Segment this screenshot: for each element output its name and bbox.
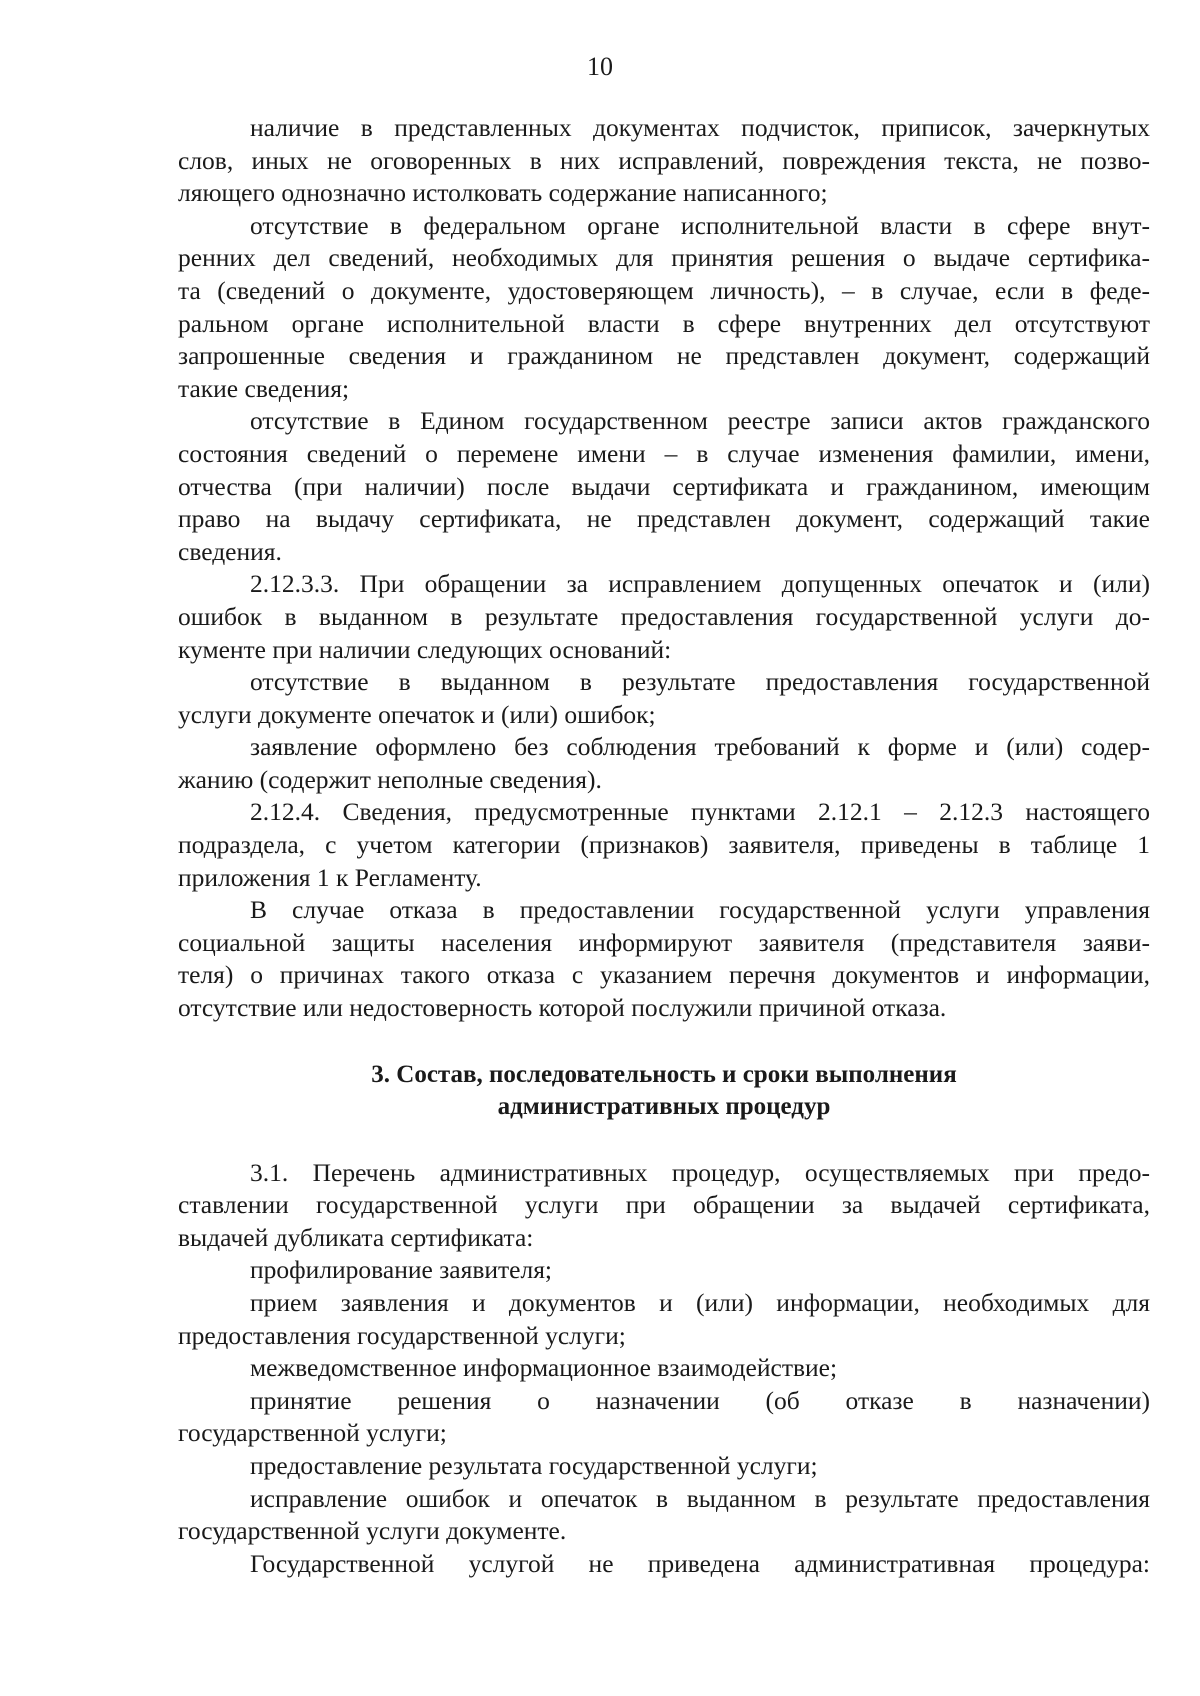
paragraph bbox=[178, 731, 1150, 796]
text-line: межведомственное информационное взаимодействие; bbox=[250, 1353, 838, 1383]
paragraphs-after-heading bbox=[178, 1157, 1150, 1581]
paragraph bbox=[178, 1287, 1150, 1352]
paragraph bbox=[178, 1385, 1150, 1450]
text-line: прием заявления и документов и (или) информации, необходимых для bbox=[250, 1288, 1150, 1317]
text-line: отсутствие или недостоверность которой послужили причиной отказа. bbox=[178, 993, 947, 1023]
paragraph bbox=[178, 894, 1150, 1024]
text-line: ляющего однозначно истолковать содержание написанного; bbox=[178, 178, 828, 208]
paragraph bbox=[178, 666, 1150, 731]
paragraphs-before-heading bbox=[178, 112, 1150, 1025]
text-line: предоставление результата государственной услуги; bbox=[250, 1450, 818, 1480]
text-line: право на выдачу сертификата, не представлен документ, содержащий такие bbox=[178, 504, 1150, 534]
text-line: ральном органе исполнительной власти в сфере внутренних дел отсутствуют bbox=[178, 308, 1150, 338]
page-number: 10 bbox=[587, 52, 613, 81]
paragraph bbox=[178, 1483, 1150, 1548]
text-line: та (сведений о документе, удостоверяющем личность), – в случае, если в феде- bbox=[178, 275, 1150, 305]
text-line: подраздела, с учетом категории (признаков) заявителя, приведены в таблице 1 bbox=[178, 830, 1150, 860]
text-line: отсутствие в Едином государственном реестре записи актов гражданского bbox=[250, 406, 1150, 436]
paragraph bbox=[178, 1254, 1150, 1287]
text-line: государственной услуги; bbox=[178, 1418, 447, 1448]
text-line: ренних дел сведений, необходимых для принятия решения о выдаче сертифика- bbox=[178, 243, 1150, 273]
text-line: 2.12.3.3. При обращении за исправлением допущенных опечаток и (или) bbox=[250, 569, 1150, 599]
section-heading bbox=[178, 1059, 1150, 1123]
text-line: жанию (содержит неполные сведения). bbox=[178, 764, 602, 794]
paragraph bbox=[178, 1450, 1150, 1483]
paragraph bbox=[178, 1157, 1150, 1255]
text-line: ставлении государственной услуги при обращении за выдачей сертификата, bbox=[178, 1190, 1150, 1220]
text-line: отсутствие в федеральном органе исполнительной власти в сфере внут- bbox=[250, 210, 1150, 240]
paragraph bbox=[178, 1548, 1150, 1581]
text-line: кументе при наличии следующих оснований: bbox=[178, 634, 672, 664]
text-line: государственной услуги документе. bbox=[178, 1516, 567, 1546]
text-line: Государственной услугой не приведена административная процедура: bbox=[250, 1548, 1150, 1578]
section-heading-line-2: административных процедур bbox=[497, 1092, 831, 1120]
section-heading-line-1: 3. Состав, последовательность и сроки выполнения bbox=[371, 1060, 957, 1088]
text-line: социальной защиты населения информируют заявителя (представителя заяви- bbox=[178, 927, 1150, 957]
text-line: услуги документе опечаток и (или) ошибок; bbox=[178, 699, 656, 729]
paragraph bbox=[178, 1352, 1150, 1385]
paragraph bbox=[178, 112, 1150, 210]
text-line: слов, иных не оговоренных в них исправлений, повреждения текста, не позво- bbox=[178, 145, 1150, 175]
text-line: 2.12.4. Сведения, предусмотренные пунктами 2.12.1 – 2.12.3 настоящего bbox=[250, 797, 1150, 827]
text-line: приложения 1 к Регламенту. bbox=[178, 862, 482, 892]
paragraph bbox=[178, 210, 1150, 406]
text-line: принятие решения о назначении (об отказе в назначении) bbox=[250, 1385, 1150, 1415]
paragraph bbox=[178, 796, 1150, 894]
text-line: выдачей дубликата сертификата: bbox=[178, 1222, 534, 1252]
text-line: отсутствие в выданном в результате предоставления государственной bbox=[250, 667, 1150, 697]
paragraph bbox=[178, 405, 1150, 568]
text-line: предоставления государственной услуги; bbox=[178, 1320, 626, 1350]
text-line: В случае отказа в предоставлении государственной услуги управления bbox=[250, 895, 1150, 925]
text-line: теля) о причинах такого отказа с указанием перечня документов и информации, bbox=[178, 960, 1150, 990]
text-line: запрошенные сведения и гражданином не представлен документ, содержащий bbox=[178, 341, 1150, 371]
text-line: состояния сведений о перемене имени – в случае изменения фамилии, имени, bbox=[178, 438, 1150, 468]
text-line: отчества (при наличии) после выдачи сертификата и гражданином, имеющим bbox=[178, 471, 1150, 501]
text-line: профилирование заявителя; bbox=[250, 1255, 553, 1285]
text-line: такие сведения; bbox=[178, 373, 350, 403]
text-line: ошибок в выданном в результате предоставления государственной услуги до- bbox=[178, 601, 1150, 631]
document-body bbox=[178, 112, 1150, 1580]
text-line: 3.1. Перечень административных процедур, осуществляемых при предо- bbox=[250, 1157, 1150, 1187]
text-line: наличие в представленных документах подчисток, приписок, зачеркнутых bbox=[250, 113, 1150, 142]
text-line: сведения. bbox=[178, 536, 282, 566]
text-line: заявление оформлено без соблюдения требований к форме и (или) содер- bbox=[250, 732, 1150, 762]
text-line: исправление ошибок и опечаток в выданном в результате предоставления bbox=[250, 1483, 1150, 1513]
paragraph bbox=[178, 568, 1150, 666]
